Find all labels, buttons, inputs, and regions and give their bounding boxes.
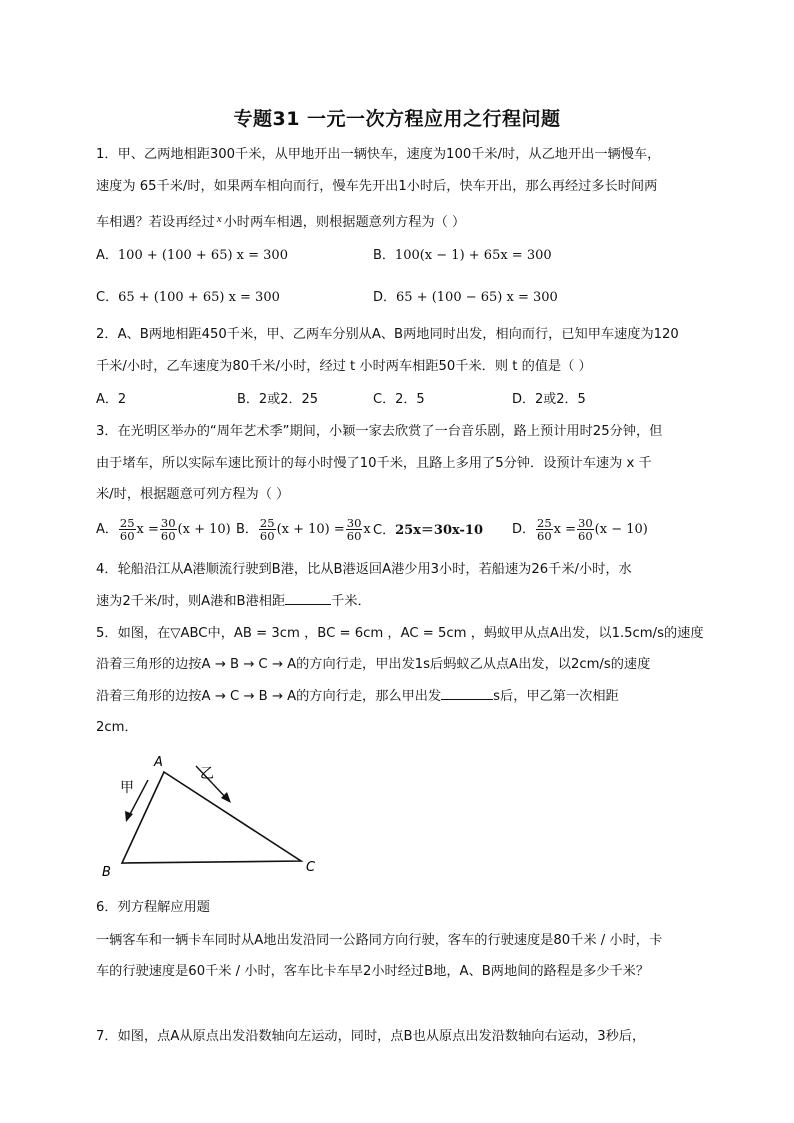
q2-line-1: 2．A、B两地相距450千米，甲、乙两车分别从A、B两地同时出发，相向而行，已知甲车速度为120 [96,327,679,342]
q3-line-2: 由于堵车，所以实际车速比预计的每小时慢了10千米，且路上多用了5分钟．设预计车速为 x 千 [96,456,652,471]
triangle-abc [122,772,301,863]
q3-line-3: 米/时，根据题意可列方程为（ ） [96,487,290,502]
q2-option-c: C．2．5 [373,392,425,407]
q1-option-a: A．100 + (100 + 65) x = 300 [96,248,288,263]
q1-line-1: 1．甲、乙两地相距300千米，从甲地开出一辆快车，速度为100千米/时，从乙地开出一辆慢车， [96,147,661,162]
q3-option-a: A． $\frac{25}{60}$ x = $\frac{30}{60}$ (x + 10) [96,516,231,543]
q6-line-3: 车的行驶速度是60千米 / 小时，客车比卡车早2小时经过B地，A、B两地间的路程是多少千米？ [96,964,650,979]
q1-line-3: 车相遇？若设再经过 $^x$ 小时两车相遇，则根据题意列方程为（ ） [96,213,466,230]
page-title: 专题31 一元一次方程应用之行程问题 [233,108,561,130]
arrow-jia-head [125,811,133,822]
label-yi: 乙 [200,766,214,782]
q5-line-4: 2cm． [96,720,138,735]
q6-line-2: 一辆客车和一辆卡车同时从A地出发沿同一公路同方向行驶，客车的行驶速度是80千米 / 小时，卡 [96,933,663,948]
q1-option-c: C．65 + (100 + 65) x = 300 [96,290,280,305]
q1-line-2: 速度为 65千米/时，如果两车相向而行，慢车先开出1小时后，快车开出，那么再经过多长时间两 [96,179,658,194]
q4-line-2: 速为2千米/时，则A港和B港相距 千米． [96,594,371,609]
q3-option-c: C．25x＝30x-10 [373,523,484,538]
vertex-a-label: A [154,755,163,770]
q5-answer-blank [441,687,493,700]
label-jia: 甲 [120,780,134,796]
q4-answer-blank [285,592,331,605]
triangle-figure [96,748,336,884]
q4-line-1: 4．轮船沿江从A港顺流行驶到B港，比从B港返回A港少用3小时，若船速为26千米/小时，水 [96,562,632,577]
q5-line-3: 沿着三角形的边按A → C → B → A的方向行走，那么甲出发 s后，甲乙第一次相距 [96,689,619,704]
q2-option-d: D．2或2．5 [512,392,586,407]
q5-line-1: 5．如图，在▽ABC中，AB = 3cm ，BC = 6cm ，AC = 5cm ，蚂蚁甲从点A出发，以1.5cm/s的速度 [96,626,704,641]
q1-option-b: B．100(x − 1) + 65x = 300 [373,248,552,263]
q1-option-d: D．65 + (100 − 65) x = 300 [373,290,558,305]
q2-option-b: B．2或2．25 [237,392,319,407]
vertex-c-label: C [306,860,316,875]
q3-option-d: D． $\frac{25}{60}$ x = $\frac{30}{60}$ (x − 10) [512,516,648,543]
q2-option-a: A．2 [96,392,127,407]
q6-line-1: 6．列方程解应用题 [96,900,210,915]
q3-option-b: B． $\frac{25}{60}$ (x + 10) = $\frac{30}{60}$ x [236,516,371,543]
q3-line-1: 3．在光明区举办的“周年艺术季”期间，小颖一家去欣赏了一台音乐剧，路上预计用时25分钟，但 [96,424,663,439]
q5-line-2: 沿着三角形的边按A → B → C → A的方向行走，甲出发1s后蚂蚁乙从点A出发，以2cm/s的速度 [96,657,651,672]
vertex-b-label: B [102,865,111,880]
q7-line-1: 7．如图，点A从原点出发沿数轴向左运动，同时，点B也从原点出发沿数轴向右运动，3秒后， [96,1029,646,1044]
q2-line-2: 千米/小时，乙车速度为80千米/小时，经过 t 小时两车相距50千米．则 t 的值是（ ） [96,359,592,374]
